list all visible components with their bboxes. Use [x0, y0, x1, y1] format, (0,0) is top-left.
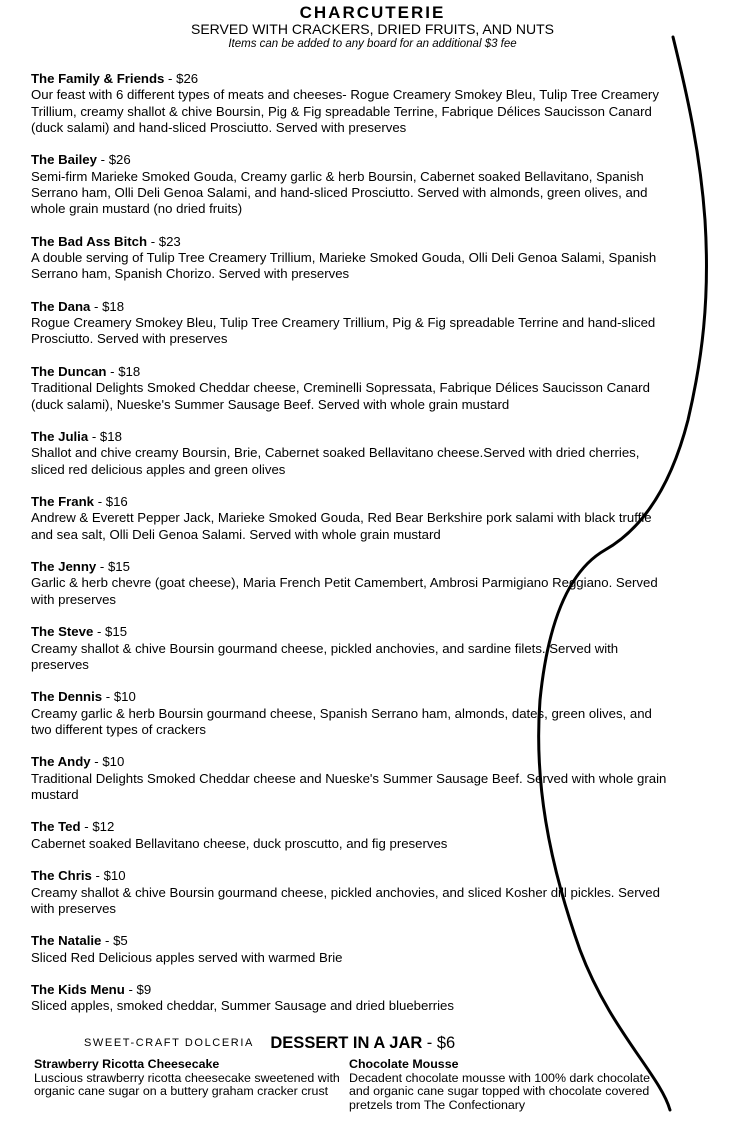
menu-item: The Kids Menu - $9 Sliced apples, smoked cheddar, Summer Sausage and dried blueberries: [31, 982, 671, 1015]
item-description: Semi-firm Marieke Smoked Gouda, Creamy garlic & herb Boursin, Cabernet soaked Bellavitano, Spanish Serrano ham, Olli Deli Genoa Salami, and hand-sliced Prosciutto. Served with almonds, green olives, and whole grain mustard (no dried fruits): [31, 168, 648, 217]
item-description: Creamy garlic & herb Boursin gourmand cheese, Spanish Serrano ham, almonds, dates, green olives, and two different types of crackers: [31, 705, 652, 737]
menu-header: [0, 4, 745, 51]
item-description: Andrew & Everett Pepper Jack, Marieke Smoked Gouda, Red Bear Berkshire pork salami with black truffle and sea salt, Olli Deli Genoa Salami. Served with whole grain mustard: [31, 510, 652, 542]
dessert-heading: SWEET-CRAFT DOLCERIA DESSERT IN A JAR - $6: [84, 1034, 456, 1052]
menu-item: The Ted - $12 Cabernet soaked Bellavitano cheese, duck proscutto, and fig preserves: [31, 819, 671, 852]
dessert-brand: SWEET-CRAFT DOLCERIA: [84, 1037, 254, 1049]
dessert-item-name: Strawberry Ricotta Cheesecake: [34, 1057, 220, 1071]
item-name: The Jenny: [31, 559, 97, 575]
item-description: Shallot and chive creamy Boursin, Brie, Cabernet soaked Bellavitano cheese.Served with dried cherries, sliced red delicious apples and green olives: [31, 445, 640, 477]
item-description: Creamy shallot & chive Boursin gourmand cheese, pickled anchovies, and sardine filets. Served with preserves: [31, 640, 619, 672]
menu-items: [31, 71, 671, 1031]
item-description: Rogue Creamery Smokey Bleu, Tulip Tree Creamery Trillium, Pig & Fig spreadable Terrine and hand-sliced Prosciutto. Served with preserves: [31, 315, 656, 347]
item-description: Sliced apples, smoked cheddar, Summer Sausage and dried blueberries: [31, 998, 454, 1014]
item-description: Our feast with 6 different types of meats and cheeses- Rogue Creamery Smokey Bleu, Tulip Tree Creamery Trillium, creamy shallot & chive Boursin, Pig & Fig spreadable Terrine, Fabrique Délices Saucisson Canard (duck salami) and hand-sliced Prosciutto. Served with preserves: [31, 87, 659, 135]
dessert-item: [34, 1058, 346, 1099]
item-name: The Frank: [31, 494, 95, 510]
item-description: Creamy shallot & chive Boursin gourmand cheese, pickled anchovies, and sliced Kosher dill pickles. Served with preserves: [31, 884, 660, 916]
item-name: The Dennis: [31, 689, 103, 705]
item-name: The Steve: [31, 624, 94, 640]
item-price: $26: [108, 152, 131, 168]
item-price: $9: [136, 982, 152, 998]
item-price: $10: [103, 868, 126, 884]
item-price: $10: [102, 754, 125, 770]
dessert-item-name: Chocolate Mousse: [349, 1057, 459, 1071]
menu-item: The Dennis - $10 Creamy garlic & herb Boursin gourmand cheese, Spanish Serrano ham, almonds, dates, green olives, and two different types of crackers: [31, 689, 671, 738]
item-price: $18: [99, 428, 122, 444]
item-price: $15: [105, 624, 128, 640]
item-description: Traditional Delights Smoked Cheddar cheese and Nueske's Summer Sausage Beef. Served with whole grain mustard: [31, 770, 667, 802]
item-name: The Chris: [31, 868, 92, 884]
item-price: $10: [113, 689, 136, 705]
item-description: Garlic & herb chevre (goat cheese), Maria French Petit Camembert, Ambrosi Parmigiano Reggiano. Served with preserves: [31, 575, 658, 607]
item-price: $18: [118, 363, 141, 379]
item-name: The Dana: [31, 298, 91, 314]
menu-item: The Frank - $16 Andrew & Everett Pepper Jack, Marieke Smoked Gouda, Red Bear Berkshire pork salami with black truffle and sea salt, Olli Deli Genoa Salami. Served with whole grain mustard: [31, 494, 671, 543]
item-description: A double serving of Tulip Tree Creamery Trillium, Marieke Smoked Gouda, Olli Deli Genoa Salami, Spanish Serrano ham, Spanish Chorizo. Served with preserves: [31, 250, 657, 282]
dessert-item-description: Luscious strawberry ricotta cheesecake sweetened with organic cane sugar on a buttery graham cracker crust: [34, 1070, 340, 1098]
item-price: $23: [158, 233, 181, 249]
item-description: Cabernet soaked Bellavitano cheese, duck proscutto, and fig preserves: [31, 835, 448, 851]
item-name: The Andy: [31, 754, 91, 770]
menu-item: The Bad Ass Bitch - $23 A double serving of Tulip Tree Creamery Trillium, Marieke Smoked Gouda, Olli Deli Genoa Salami, Spanish Serrano ham, Spanish Chorizo. Served with preserves: [31, 234, 671, 283]
menu-item: The Dana - $18 Rogue Creamery Smokey Bleu, Tulip Tree Creamery Trillium, Pig & Fig spreadable Terrine and hand-sliced Prosciutto. Served with preserves: [31, 299, 671, 348]
menu-item: The Duncan - $18 Traditional Delights Smoked Cheddar cheese, Creminelli Sopressata, Fabrique Délices Saucisson Canard (duck salami), Nueske's Summer Sausage Beef. Served with whole grain mustard: [31, 364, 671, 413]
item-price: $26: [176, 71, 199, 86]
item-name: The Bad Ass Bitch: [31, 233, 148, 249]
menu-item: The Family & Friends - $26 Our feast with 6 different types of meats and cheeses- Rogue Creamery Smokey Bleu, Tulip Tree Creamery Trillium, creamy shallot & chive Boursin, Pig & Fig spreadable Terrine, Fabrique Délices Saucisson Canard (duck salami) and hand-sliced Prosciutto. Served with preserves: [31, 71, 671, 136]
item-description: Sliced Red Delicious apples served with warmed Brie: [31, 949, 343, 965]
item-description: Traditional Delights Smoked Cheddar cheese, Creminelli Sopressata, Fabrique Délices Saucisson Canard (duck salami), Nueske's Summer Sausage Beef. Served with whole grain mustard: [31, 380, 650, 412]
item-price: $12: [92, 819, 115, 835]
item-name: The Bailey: [31, 152, 97, 168]
item-name: The Natalie: [31, 933, 102, 949]
page-subtitle: SERVED WITH CRACKERS, DRIED FRUITS, AND NUTS: [190, 21, 554, 37]
dessert-title: DESSERT IN A JAR: [270, 1034, 423, 1052]
menu-item: The Andy - $10 Traditional Delights Smoked Cheddar cheese and Nueske's Summer Sausage Beef. Served with whole grain mustard: [31, 754, 671, 803]
item-name: The Duncan: [31, 363, 107, 379]
item-price: $18: [102, 298, 125, 314]
item-price: $15: [107, 559, 130, 575]
fee-note: Items can be added to any board for an additional $3 fee: [228, 38, 517, 50]
dessert-item: [349, 1058, 667, 1112]
menu-item: The Steve - $15 Creamy shallot & chive Boursin gourmand cheese, pickled anchovies, and sardine filets. Served with preserves: [31, 624, 671, 673]
item-price: $5: [113, 933, 128, 949]
menu-item: The Jenny - $15 Garlic & herb chevre (goat cheese), Maria French Petit Camembert, Ambrosi Parmigiano Reggiano. Served with preserves: [31, 559, 671, 608]
menu-item: The Bailey - $26 Semi-firm Marieke Smoked Gouda, Creamy garlic & herb Boursin, Cabernet soaked Bellavitano, Spanish Serrano ham, Olli Deli Genoa Salami, and hand-sliced Prosciutto. Served with almonds, green olives, and whole grain mustard (no dried fruits): [31, 152, 671, 217]
page-title: CHARCUTERIE: [299, 3, 446, 22]
menu-item: The Natalie - $5 Sliced Red Delicious apples served with warmed Brie: [31, 933, 671, 966]
menu-item: The Julia - $18 Shallot and chive creamy Boursin, Brie, Cabernet soaked Bellavitano cheese.Served with dried cherries, sliced red delicious apples and green olives: [31, 429, 671, 478]
menu-item: The Chris - $10 Creamy shallot & chive Boursin gourmand cheese, pickled anchovies, and sliced Kosher dill pickles. Served with preserves: [31, 868, 671, 917]
item-name: The Ted: [31, 819, 81, 835]
dessert-price: $6: [436, 1034, 456, 1052]
item-price: $16: [105, 494, 128, 510]
item-name: The Kids Menu: [31, 982, 125, 998]
item-name: The Family & Friends: [31, 71, 165, 86]
item-name: The Julia: [31, 428, 89, 444]
dessert-item-description: Decadent chocolate mousse with 100% dark chocolate and organic cane sugar topped with chocolate covered pretzels trom The Confectionary: [349, 1070, 650, 1112]
